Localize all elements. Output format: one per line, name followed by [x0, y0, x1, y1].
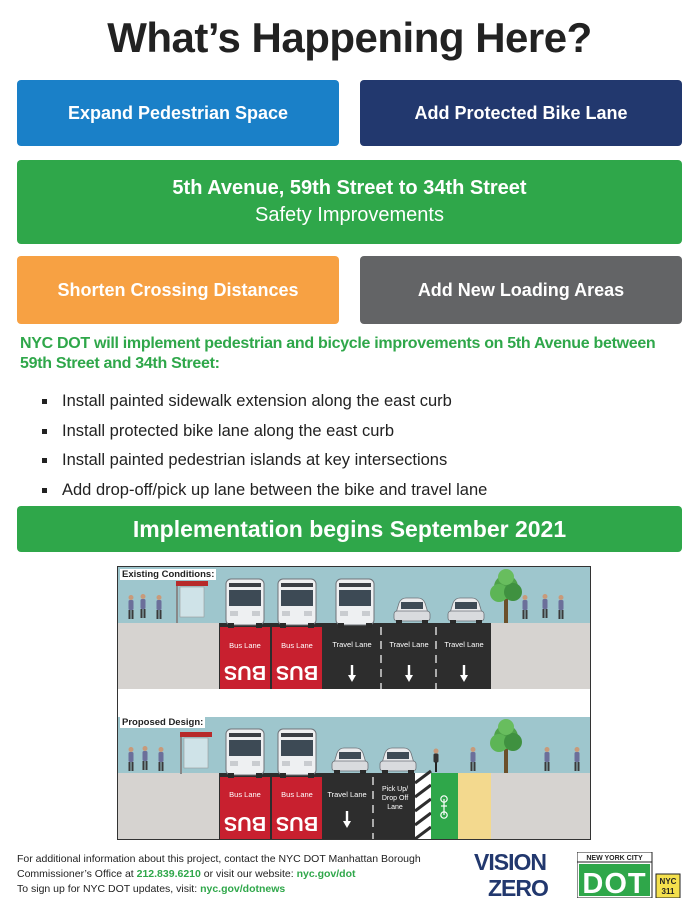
existing-conditions-label: Existing Conditions: [122, 569, 215, 580]
project-subtitle-label: Safety Improvements [255, 204, 444, 226]
list-item: Install painted pedestrian islands at key intersections [40, 449, 680, 479]
existing-travel-lane-label-1: Travel Lane [332, 640, 372, 649]
footer-line-1: For additional information about this project, contact the NYC DOT Manhattan Borough [17, 853, 421, 865]
improvements-list [40, 390, 680, 508]
vision-zero-logo-line-1: VISION [474, 849, 546, 875]
car-icon [394, 598, 430, 624]
car-icon [448, 598, 484, 624]
bus-icon [278, 729, 316, 778]
bus-shelter-icon [176, 581, 208, 623]
existing-bus-lane-label-1: Bus Lane [229, 641, 261, 650]
footer-line-2-prefix: Commissioner’s Office at [17, 868, 137, 880]
list-item: Install protected bike lane along the east curb [40, 420, 680, 450]
add-protected-bike-lane-box [360, 80, 682, 146]
proposed-bus-lane-label-1: Bus Lane [229, 790, 261, 799]
car-icon [332, 748, 368, 774]
nyc-dot-logo [577, 852, 681, 898]
list-item: Install painted sidewalk extension along the east curb [40, 390, 680, 420]
nyc-dot-logo-text: DOT [582, 868, 647, 898]
proposed-travel-lane-label: Travel Lane [327, 790, 367, 799]
shorten-crossing-distances-label: Shorten Crossing Distances [57, 279, 299, 300]
nyc-311-logo-line-2: 311 [661, 887, 675, 896]
expand-pedestrian-space-label: Expand Pedestrian Space [67, 102, 289, 123]
vision-zero-logo-line-2: ZERO [488, 875, 548, 900]
footer-contact-info [17, 852, 467, 897]
street-cross-section-diagram [117, 566, 591, 840]
bus-icon [226, 729, 264, 778]
existing-travel-lane-label-3: Travel Lane [444, 640, 484, 649]
footer-line-3 [17, 882, 467, 897]
website-link[interactable]: nyc.gov/dot [296, 868, 356, 880]
cross-section-illustration [118, 567, 591, 840]
proposed-design-label: Proposed Design: [122, 717, 204, 728]
add-new-loading-areas-box [360, 256, 682, 324]
existing-bus-marking-1: BUS [223, 661, 267, 683]
footer-line-2 [17, 867, 467, 882]
implementation-date-box [17, 506, 682, 552]
existing-bus-marking-2: BUS [275, 661, 319, 683]
expand-pedestrian-space-box [17, 80, 339, 146]
pickup-dropoff-lane-label: Pick Up/ Drop Off Lane [381, 786, 409, 811]
list-item: Add drop-off/pick up lane between the bike and travel lane [40, 479, 680, 509]
proposed-bus-marking-1: BUS [223, 812, 267, 834]
project-corridor-label: 5th Avenue, 59th Street to 34th Street [172, 177, 527, 199]
car-icon [380, 748, 416, 774]
footer-line-2-mid: or visit our website: [200, 868, 297, 880]
project-title-box [17, 160, 682, 244]
existing-bus-lane-label-2: Bus Lane [281, 641, 313, 650]
bus-icon [226, 579, 264, 628]
shorten-crossing-distances-box [17, 256, 339, 324]
add-protected-bike-lane-label: Add Protected Bike Lane [414, 102, 628, 123]
dotnews-link[interactable]: nyc.gov/dotnews [200, 883, 286, 895]
existing-travel-lane-label-2: Travel Lane [389, 640, 429, 649]
phone-number: 212.839.6210 [136, 868, 201, 880]
intro-text: NYC DOT will implement pedestrian and bicycle improvements on 5th Avenue between 59th Street and 34th Street: [20, 335, 656, 372]
bus-icon [278, 579, 316, 628]
vision-zero-logo [474, 848, 574, 900]
add-new-loading-areas-label: Add New Loading Areas [417, 279, 625, 300]
proposed-bus-lane-label-2: Bus Lane [281, 790, 313, 799]
footer-line-3-prefix: To sign up for NYC DOT updates, visit: [17, 883, 201, 895]
nyc-311-logo-line-1: NYC [659, 877, 677, 886]
implementation-date-label: Implementation begins September 2021 [132, 515, 567, 542]
page-title: What’s Happening Here? [107, 14, 592, 61]
nyc-dot-header-text: NEW YORK CITY [586, 855, 643, 862]
bus-shelter-icon [180, 732, 212, 774]
proposed-bus-marking-2: BUS [275, 812, 319, 834]
bus-icon [336, 579, 374, 628]
